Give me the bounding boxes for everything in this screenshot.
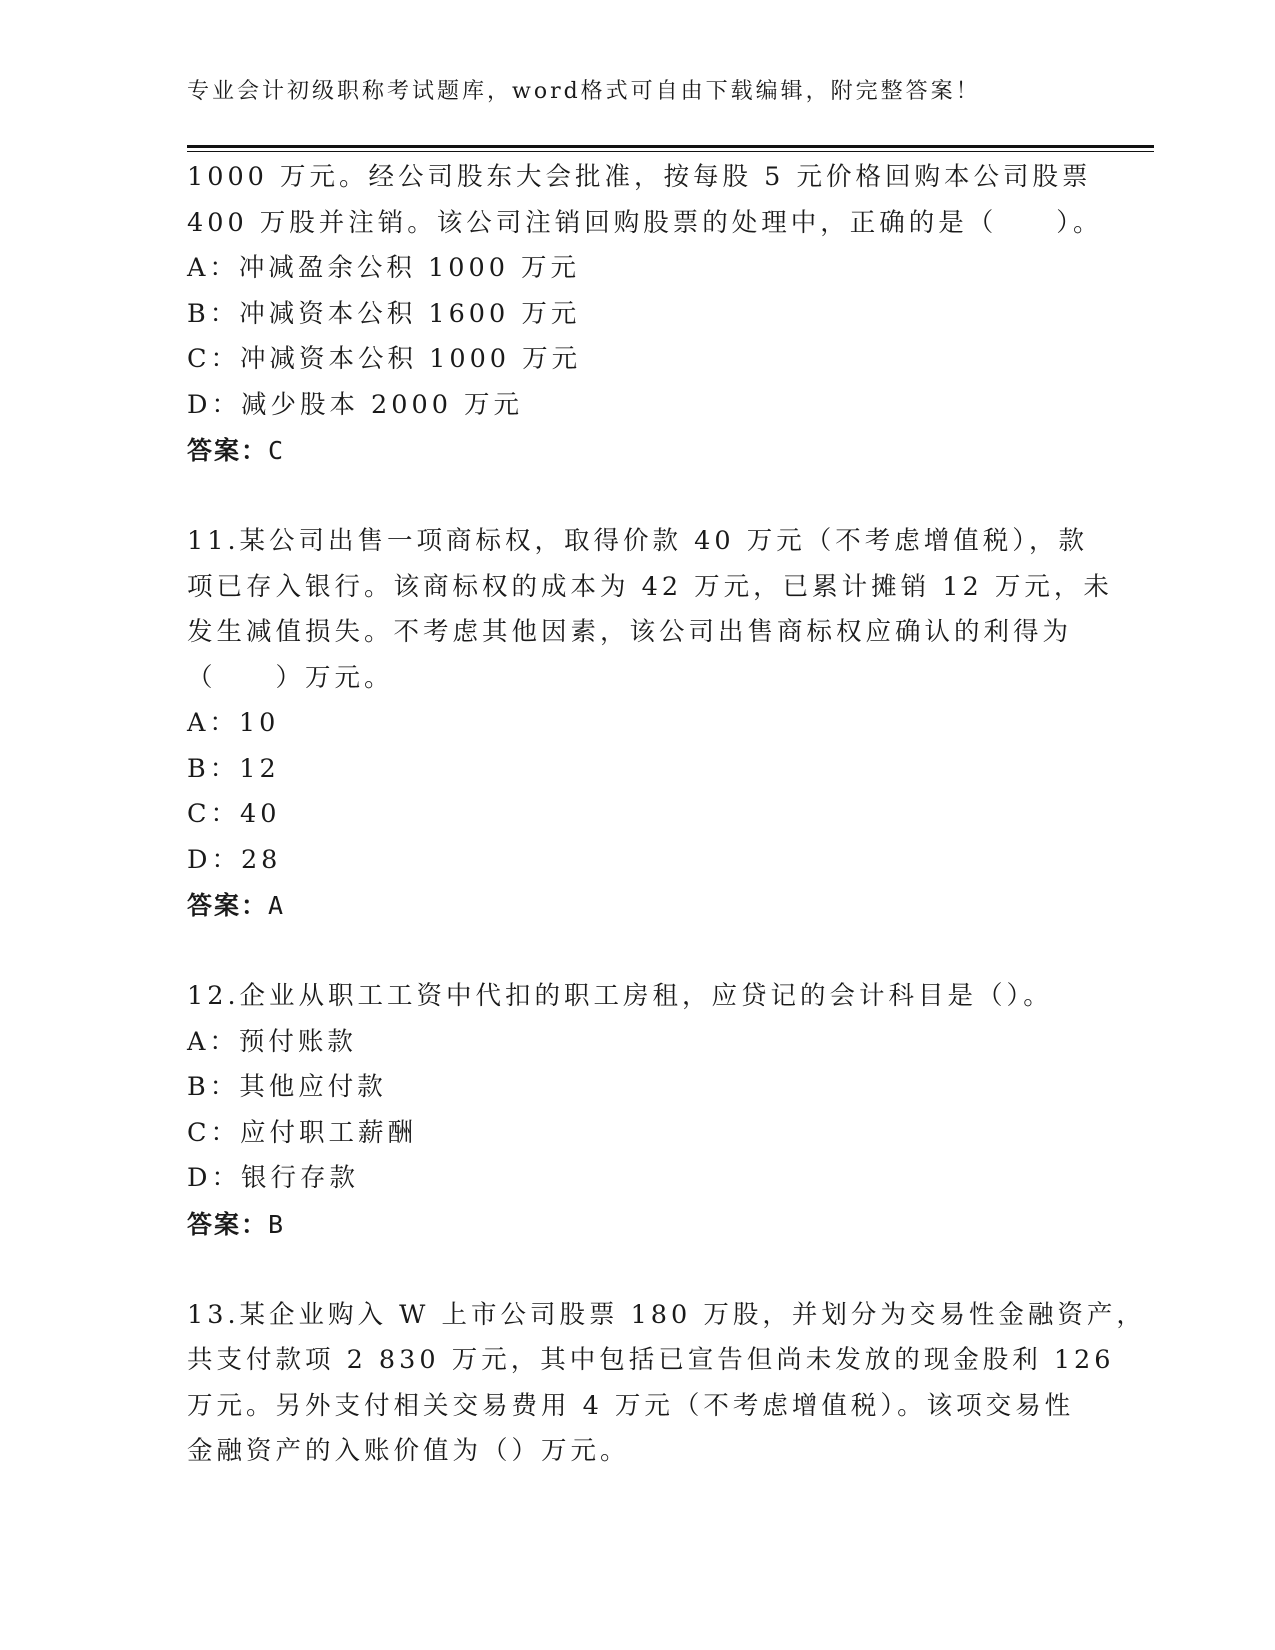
question-text-line: 共支付款项 2 830 万元，其中包括已宣告但尚未发放的现金股利 126 [187, 1345, 1115, 1375]
answer-label: 答案： [187, 436, 269, 465]
question-text-line: 11.某公司出售一项商标权，取得价款 40 万元（不考虑增值税），款 [187, 526, 1088, 556]
option-b: B：其他应付款 [187, 1072, 387, 1102]
option-a: A：10 [187, 708, 280, 738]
option-c: C：40 [187, 799, 281, 829]
answer-line [187, 1202, 1087, 1248]
answer-value: C [268, 436, 286, 465]
option-c: C：冲减资本公积 1000 万元 [187, 344, 582, 374]
option-d: D：银行存款 [187, 1163, 359, 1193]
question-text-line: 金融资产的入账价值为（）万元。 [187, 1436, 630, 1466]
answer-line [187, 883, 1087, 929]
question-text-line: 12.企业从职工工资中代扣的职工房租，应贷记的会计科目是（）。 [187, 981, 1053, 1011]
option-a: A：预付账款 [187, 1026, 357, 1057]
question-text-line: （ ）万元。 [187, 662, 394, 693]
option-b: B：冲减资本公积 1600 万元 [187, 298, 581, 329]
question-text-line: 项已存入银行。该商标权的成本为 42 万元，已累计摊销 12 万元，未 [187, 571, 1113, 602]
option-c: C：应付职工薪酬 [187, 1117, 418, 1148]
question-12 [187, 974, 1087, 1247]
answer-label: 答案： [187, 891, 269, 920]
option-d: D：28 [187, 844, 282, 875]
question-text-line: 13.某企业购入 W 上市公司股票 180 万股，并划分为交易性金融资产， [187, 1299, 1146, 1330]
answer-line [187, 428, 1087, 474]
question-text-line: 万元。另外支付相关交易费用 4 万元（不考虑增值税）。该项交易性 [187, 1390, 1075, 1421]
header-rule [187, 145, 1154, 152]
answer-value: A [268, 891, 286, 920]
spacer [187, 1247, 1087, 1293]
question-text-line: 1000 万元。经公司股东大会批准，按每股 5 元价格回购本公司股票 [187, 162, 1092, 192]
option-a: A：冲减盈余公积 1000 万元 [187, 253, 581, 283]
option-d: D：减少股本 2000 万元 [187, 389, 524, 420]
option-b: B：12 [187, 753, 280, 784]
spacer [187, 929, 1087, 975]
question-text-line: 发生减值损失。不考虑其他因素，该公司出售商标权应确认的利得为 [187, 617, 1073, 647]
answer-label: 答案： [187, 1209, 269, 1239]
spacer [187, 474, 1087, 520]
page-header: 专业会计初级职称考试题库，word格式可自由下载编辑，附完整答案！ [187, 79, 981, 104]
question-11 [187, 519, 1113, 929]
question-13 [187, 1293, 1146, 1475]
question-text-line: 400 万股并注销。该公司注销回购股票的处理中，正确的是（ ）。 [187, 207, 1103, 238]
answer-value: B [268, 1209, 286, 1239]
question-10 [187, 155, 1103, 474]
question-content [187, 155, 1146, 1475]
